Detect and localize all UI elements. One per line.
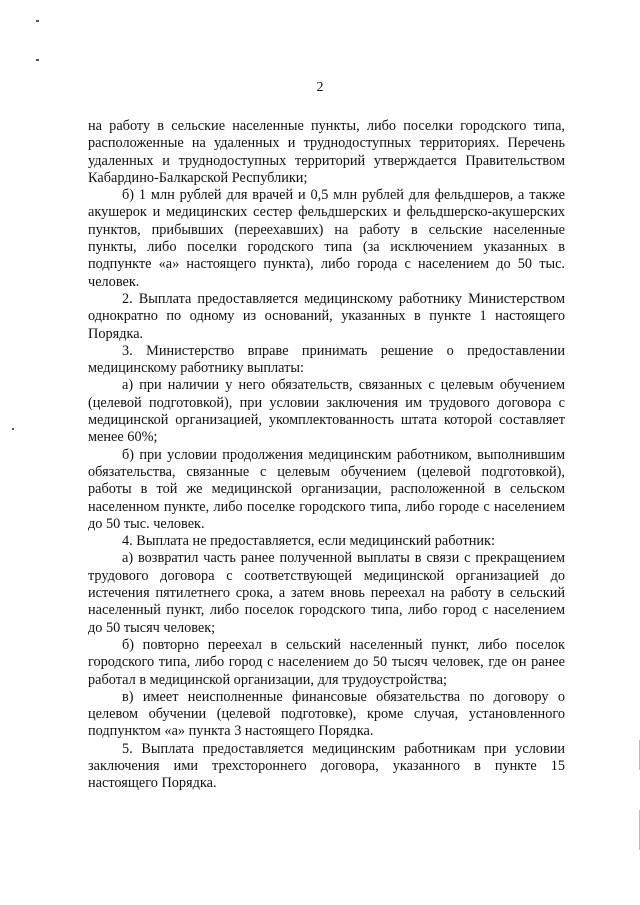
paragraph-3: 3. Министерство вправе принимать решение о предоставлении медицинскому работнику выплаты: (88, 342, 565, 377)
paragraph-3b: б) при условии продолжения медицинским работником, выполнившим обязательства, связанные с целевым обучением (целевой подготовкой), работы в той же медицинской организации, расположенной в сельском населенном пункте, либо поселке городского типа, либо городе с населением до 50 тыс. человек. (88, 446, 565, 532)
scan-speck (36, 20, 39, 22)
paragraph-continuation: на работу в сельские населенные пункты, либо поселки городского типа, расположенные на удаленных и труднодоступных территориях. Перечень удаленных и труднодоступных территорий утверждается Правительством Кабардино-Балкарской Республики; (88, 118, 565, 186)
paragraph-5: 5. Выплата предоставляется медицинским работникам при условии заключения ими трехстороннего договора, указанного в пункте 15 настоящего Порядка. (88, 740, 565, 792)
paragraph-4a: а) возвратил часть ранее полученной выплаты в связи с прекращением трудового договора с соответствующей медицинской организацией до истечения пятилетнего срока, а затем вновь переехал на работу в сельский населенный пункт, либо поселок городского типа, либо город с населением до 50 тысяч человек; (88, 550, 565, 636)
paragraph-4b: б) повторно переехал в сельский населенный пункт, либо поселок городского типа, либо город с населением до 50 тысяч человек, где он ранее работал в медицинской организации, для трудоустройства; (88, 636, 565, 688)
page-number: 2 (316, 80, 324, 95)
paragraph-2: 2. Выплата предоставляется медицинскому работнику Министерством однократно по одному из оснований, указанных в пункте 1 настоящего Порядка. (88, 290, 565, 342)
paragraph-1b: б) 1 млн рублей для врачей и 0,5 млн рублей для фельдшеров, а также акушерок и медицинских сестер фельдшерских и фельдшерско-акушерских пунктов, прибывших (переехавших) на работу в сельские населенные пункты, либо поселки городского типа (за исключением указанных в подпункте «а» настоящего пункта), либо города с населением до 50 тыс. человек. (88, 187, 565, 290)
scan-speck (12, 428, 14, 430)
paragraph-3a: а) при наличии у него обязательств, связанных с целевым обучением (целевой подготовкой), при условии заключения им трудового договора с медицинской организацией, укомплектованность штата которой составляет менее 60%; (88, 377, 565, 446)
document-body (88, 118, 565, 793)
paragraph-4: 4. Выплата не предоставляется, если медицинский работник: (122, 533, 495, 550)
paragraph-4c: в) имеет неисполненные финансовые обязательства по договору о целевом обучении (целевой подготовке), кроме случая, установленного подпунктом «а» пункта 3 настоящего Порядка. (88, 688, 565, 740)
scan-speck (36, 59, 39, 61)
